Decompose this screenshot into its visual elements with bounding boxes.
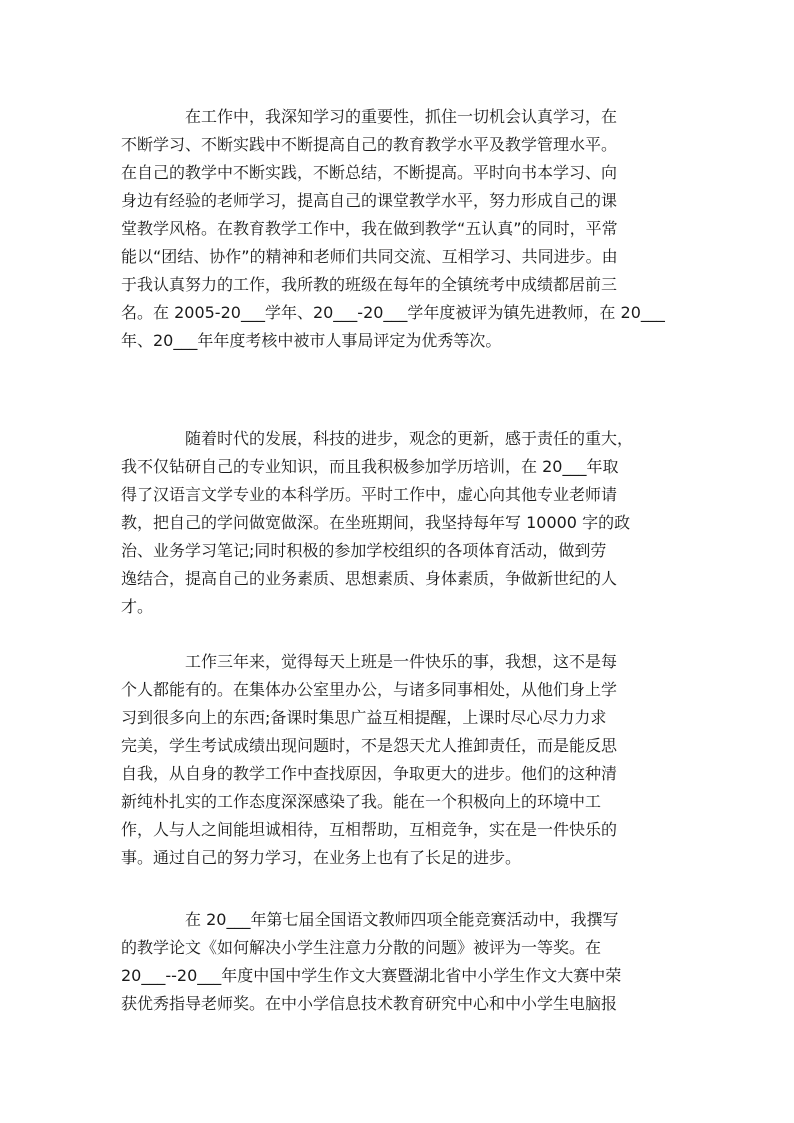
text-line: 我不仅钻研自己的专业知识，而且我积极参加学历培训，在 20___年取 <box>121 457 619 476</box>
text-line: 20___--20___年度中国中学生作文大赛暨湖北省中小学生作文大赛中荣 <box>121 966 622 985</box>
paragraph-1 <box>121 103 681 355</box>
text-line: 的教学论文《如何解决小学生注意力分散的问题》被评为一等奖。在 <box>121 938 602 957</box>
text-line: 治、业务学习笔记;同时积极的参加学校组织的各项体育活动，做到劳 <box>121 541 607 560</box>
text-line: 在自己的教学中不断实践，不断总结，不断提高。平时向书本学习、向 <box>121 163 618 182</box>
text-line: 身边有经验的老师学习，提高自己的课堂教学水平，努力形成自己的课 <box>121 191 618 210</box>
text-line: 事。通过自己的努力学习，在业务上也有了长足的进步。 <box>121 848 522 867</box>
text-line: 个人都能有的。在集体办公室里办公，与诸多同事相处，从他们身上学 <box>121 680 618 699</box>
text-line: 堂教学风格。在教育教学工作中，我在做到教学“五认真”的同时，平常 <box>121 219 618 238</box>
text-line: 在工作中，我深知学习的重要性，抓住一切机会认真学习，在 <box>185 107 618 126</box>
text-line: 在 20___年第七届全国语文教师四项全能竞赛活动中，我撰写 <box>185 910 619 929</box>
text-line: 完美，学生考试成绩出现问题时，不是怨天尤人推卸责任，而是能反思 <box>121 736 618 755</box>
text-line: 于我认真努力的工作，我所教的班级在每年的全镇统考中成绩都居前三 <box>121 275 618 294</box>
text-line: 作，人与人之间能坦诚相待，互相帮助，互相竞争，实在是一件快乐的 <box>121 820 618 839</box>
text-line: 习到很多向上的东西;备课时集思广益互相提醒，上课时尽心尽力力求 <box>121 708 607 727</box>
text-line: 获优秀指导老师奖。在中小学信息技术教育研究中心和中小学生电脑报 <box>121 994 618 1013</box>
text-line: 工作三年来，觉得每天上班是一件快乐的事，我想，这不是每 <box>185 652 618 671</box>
paragraph-4 <box>121 906 681 1018</box>
text-line: 才。 <box>121 597 154 616</box>
text-line: 随着时代的发展，科技的进步，观念的更新，感于责任的重大， <box>185 429 634 448</box>
text-line: 教，把自己的学问做宽做深。在坐班期间，我坚持每年写 10000 字的政 <box>121 513 631 532</box>
text-line: 不断学习、不断实践中不断提高自己的教育教学水平及教学管理水平。 <box>121 135 618 154</box>
text-line: 名。在 2005-20___学年、20___-20___学年度被评为镇先进教师，在 20___ <box>121 303 665 322</box>
text-line: 逸结合，提高自己的业务素质、思想素质、身体素质，争做新世纪的人 <box>121 569 618 588</box>
paragraph-2 <box>121 425 681 621</box>
text-line: 得了汉语言文学专业的本科学历。平时工作中，虚心向其他专业老师请 <box>121 485 618 504</box>
paragraph-3 <box>121 648 681 872</box>
text-line: 自我，从自身的教学工作中查找原因，争取更大的进步。他们的这种清 <box>121 764 618 783</box>
text-line: 新纯朴扎实的工作态度深深感染了我。能在一个积极向上的环境中工 <box>121 792 602 811</box>
text-line: 能以“团结、协作”的精神和老师们共同交流、互相学习、共同进步。由 <box>121 247 618 266</box>
text-line: 年、20___年年度考核中被市人事局评定为优秀等次。 <box>121 331 502 350</box>
